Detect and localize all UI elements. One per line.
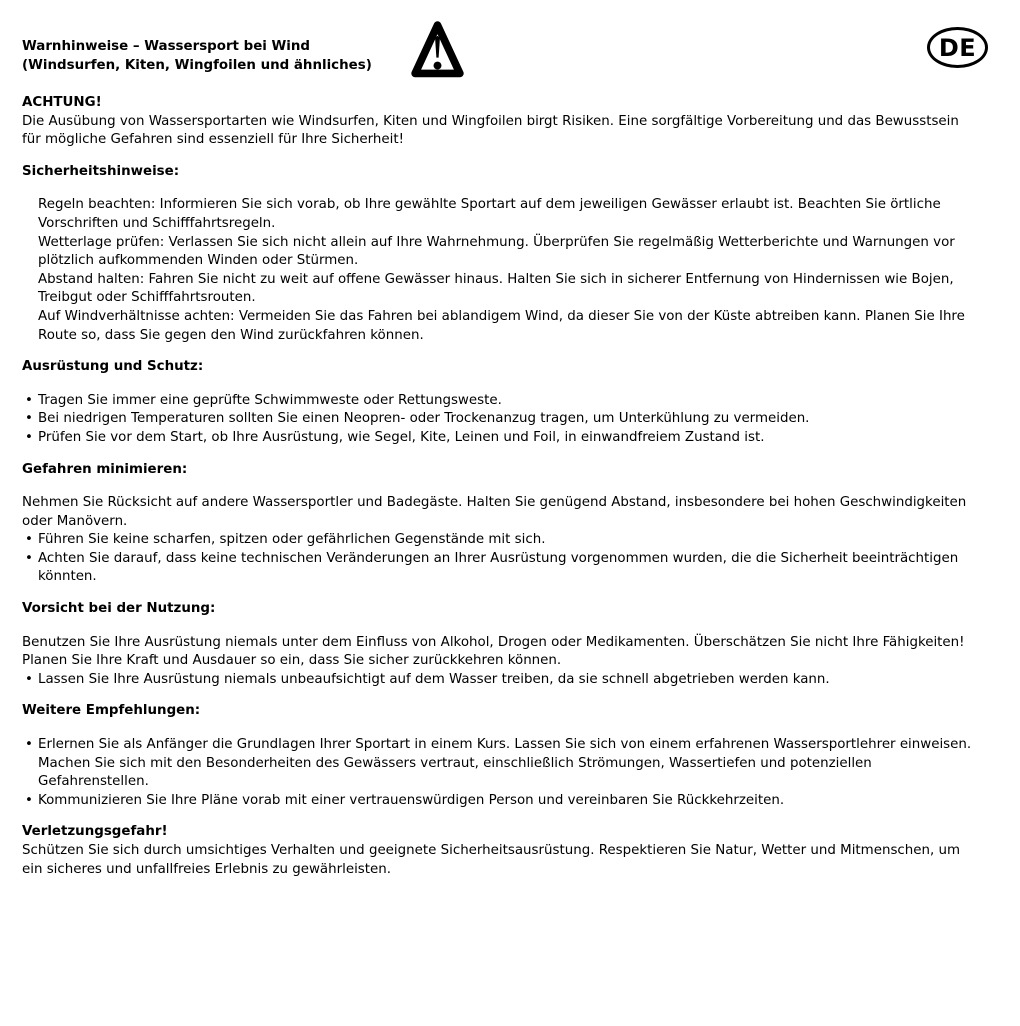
sicherheitshinweise-item-windverhaeltnisse: Auf Windverhältnisse achten: Vermeiden Sie das Fahren bei ablandigem Wind, da dieser Sie von der Küste abtreiben kann. Planen Sie Ihre Route so, dass Sie gegen den Wind zurückfahren können. [38,308,965,343]
sicherheitshinweise-list [38,196,972,345]
sicherheitshinweise-heading: Sicherheitshinweise: [22,163,180,179]
gefahren-bullet-list [22,531,972,587]
gefahren-intro: Nehmen Sie Rücksicht auf andere Wassersportler und Badegäste. Halten Sie genügend Abstand, insbesondere bei hohen Geschwindigkeiten oder Manövern. [22,495,967,529]
title-line-2: (Windsurfen, Kiten, Wingfoilen und ähnliches) [22,57,372,73]
list-item: • Bei niedrigen Temperaturen sollten Sie einen Neopren- oder Trockenanzug tragen, um Unterkühlung zu vermeiden. [22,410,972,429]
list-item: • Führen Sie keine scharfen, spitzen oder gefährlichen Gegenstände mit sich. [22,531,972,550]
section-vorsicht [22,600,972,689]
gefahren-heading: Gefahren minimieren: [22,461,188,477]
document-body [0,94,1020,879]
title-line-1: Warnhinweise – Wassersport bei Wind [22,39,311,54]
list-item: • Prüfen Sie vor dem Start, ob Ihre Ausrüstung, wie Segel, Kite, Leinen und Foil, in einwandfreiem Zustand ist. [22,429,972,448]
list-item: • Lassen Sie Ihre Ausrüstung niemals unbeaufsichtigt auf dem Wasser treiben, da sie schnell abgetrieben werden kann. [22,671,972,690]
sicherheitshinweise-item-abstand: Abstand halten: Fahren Sie nicht zu weit auf offene Gewässer hinaus. Halten Sie sich in sicherer Entfernung von Hindernissen wie Bojen, Treibgut oder Schifffahrtsrouten. [38,271,954,306]
verletzungsgefahr-paragraph: Schützen Sie sich durch umsichtiges Verhalten und geeignete Sicherheitsausrüstung. Respektieren Sie Natur, Wetter und Mitmenschen, um ein sicheres und unfallfreies Erlebnis zu gewährleisten. [22,843,961,877]
empfehlungen-kurs-text: • Erlernen Sie als Anfänger die Grundlagen Ihrer Sportart in einem Kurs. Lassen Sie sich von einem erfahrenen Wassersportlehrer einweisen. [38,737,972,753]
ausruestung-bullet-list [22,392,972,448]
ausruestung-heading: Ausrüstung und Schutz: [22,359,204,375]
achtung-heading: ACHTUNG! [22,95,102,110]
section-verletzungsgefahr [22,823,972,879]
verletzungsgefahr-heading: Verletzungsgefahr! [22,824,168,840]
empfehlungen-bullet-list [22,736,972,810]
language-code: DE [938,33,977,62]
list-item: • Achten Sie darauf, dass keine technischen Veränderungen an Ihrer Ausrüstung vorgenommen wurden, die die Sicherheit beeinträchtigen könnten. [22,550,972,587]
section-empfehlungen [22,702,972,810]
section-achtung [22,94,972,150]
section-gefahren [22,461,972,588]
empfehlungen-heading: Weitere Empfehlungen: [22,703,201,719]
page-title [22,38,372,75]
document-header [0,0,1020,94]
sicherheitshinweise-item-regeln: Regeln beachten: Informieren Sie sich vorab, ob Ihre gewählte Sportart auf dem jeweiligen Gewässer erlaubt ist. Beachten Sie örtliche Vorschriften und Schifffahrtsregeln. [38,197,941,231]
vorsicht-intro: Benutzen Sie Ihre Ausrüstung niemals unter dem Einfluss von Alkohol, Drogen oder Medikamenten. Überschätzen Sie nicht Ihre Fähigkeiten! Planen Sie Ihre Kraft und Ausdauer so ein, dass Sie sicher zurückkehren können. [22,634,965,669]
list-item [22,736,972,792]
sicherheitshinweise-item-wetterlage: Wetterlage prüfen: Verlassen Sie sich nicht allein auf Ihre Wahrnehmung. Überprüfen Sie regelmäßig Wetterberichte und Warnungen vor plötzlich aufkommenden Winden oder Stürmen. [38,234,955,269]
section-ausruestung [22,358,972,447]
warning-triangle-icon [411,19,464,80]
section-sicherheitshinweise [22,163,972,345]
vorsicht-bullet-list [22,671,972,690]
list-item: • Kommunizieren Sie Ihre Pläne vorab mit einer vertrauenswürdigen Person und vereinbaren Sie Rückkehrzeiten. [22,792,972,811]
achtung-paragraph: Die Ausübung von Wassersportarten wie Windsurfen, Kiten und Wingfoilen birgt Risiken. Eine sorgfältige Vorbereitung und das Bewusstsein für mögliche Gefahren sind essenziell für Ihre Sicherheit! [22,113,959,148]
list-item: • Tragen Sie immer eine geprüfte Schwimmweste oder Rettungsweste. [22,392,972,411]
language-badge [927,27,988,68]
empfehlungen-gewaesser-note: Machen Sie sich mit den Besonderheiten des Gewässers vertraut, einschließlich Strömungen, Wassertiefen und potenziellen Gefahrenstellen. [38,755,872,790]
vorsicht-heading: Vorsicht bei der Nutzung: [22,601,216,617]
